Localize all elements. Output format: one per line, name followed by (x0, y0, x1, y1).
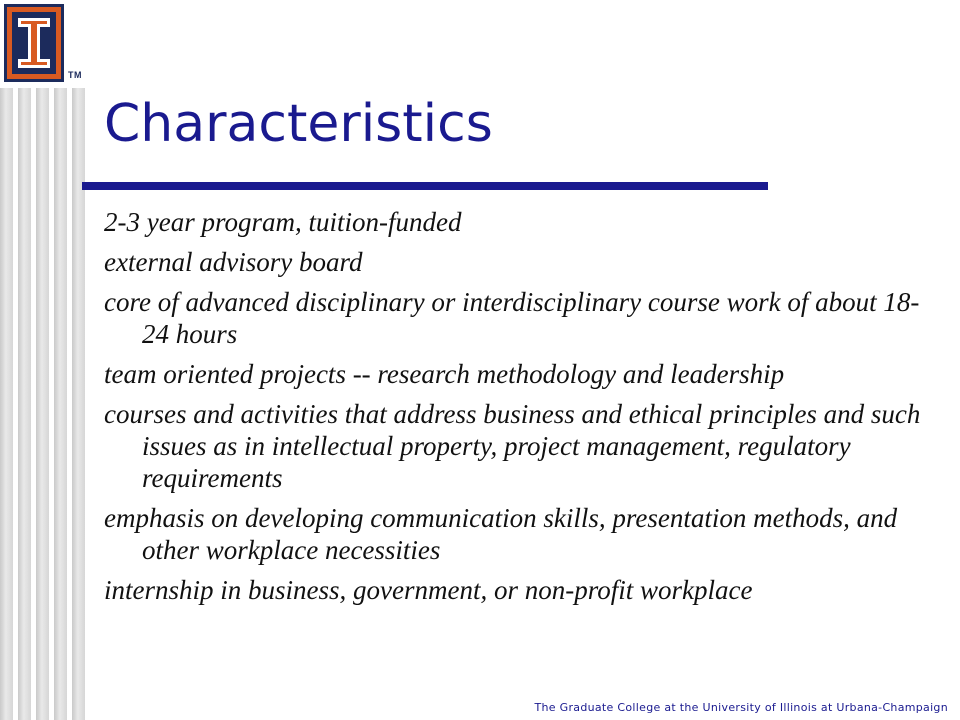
bullet-list (104, 206, 934, 614)
slide-title: Characteristics (104, 94, 493, 154)
stripe (18, 88, 31, 720)
bullet-item: courses and activities that address business and ethical principles and such issues as in intellectual property, project management, regulatory requirements (104, 399, 921, 493)
bullet-item: internship in business, government, or non-profit workplace (104, 575, 753, 605)
bullet-item: emphasis on developing communication skills, presentation methods, and other workplace necessities (104, 503, 898, 565)
trademark-mark: TM (68, 70, 82, 80)
bullet-item: team oriented projects -- research methodology and leadership (104, 359, 785, 389)
decorative-stripes (0, 88, 90, 720)
stripe (0, 88, 13, 720)
footer-text: The Graduate College at the University of Illinois at Urbana-Champaign (534, 701, 948, 714)
title-underline (82, 182, 768, 190)
stripe (36, 88, 49, 720)
bullet-item: core of advanced disciplinary or interdisciplinary course work of about 18-24 hours (104, 287, 920, 349)
block-i-icon (12, 12, 56, 74)
bullet-item: 2-3 year program, tuition-funded (104, 207, 462, 237)
stripe (54, 88, 67, 720)
bullet-item: external advisory board (104, 247, 363, 277)
illinois-logo-icon (4, 4, 64, 82)
